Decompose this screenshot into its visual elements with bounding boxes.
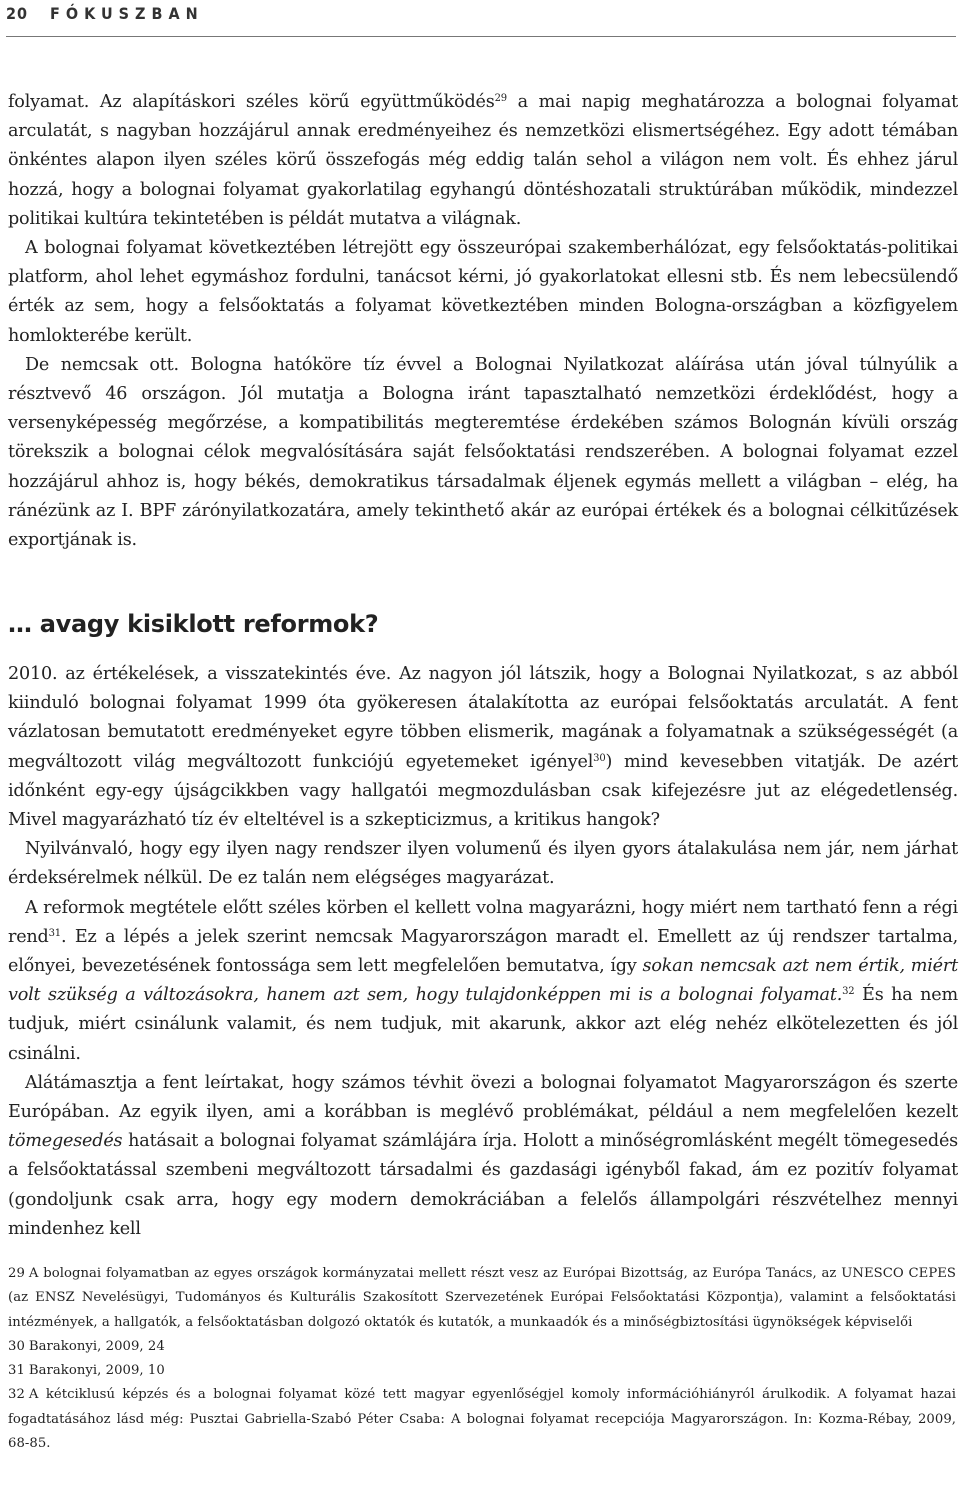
footnotes	[8, 1262, 956, 1456]
section-heading: … avagy kisiklott reformok?	[8, 610, 379, 638]
body-text-top	[8, 88, 958, 555]
footnote	[8, 1359, 956, 1383]
paragraph	[8, 88, 958, 234]
text-run: hatásait a bolognai folyamat számlájára írja. Holott a minőségromlásként megélt tömegesedés a felsőoktatással szembeni megváltozott társadalmi és gazdasági igényből fakad, ám ez pozitív folyamat (gondoljunk csak arra, hogy egy modern demokráciában a felelős állampolgári részvételhez mennyi mindenhez kell	[8, 1131, 958, 1239]
footnote	[8, 1383, 956, 1456]
text-run: A reformok megtétele előtt széles körben el kellett volna magyarázni, hogy miért nem tartható fenn a régi rend	[8, 897, 958, 947]
text-run: folyamat. Az alapításkori széles körű együttműködés	[8, 92, 495, 112]
text-run: 2010. az értékelések, a visszatekintés éve. Az nagyon jól látszik, hogy a Bolognai Nyilatkozat, s az abból kiinduló bolognai folyamat 1999 óta gyökeresen átalakította az európai felsőoktatás arculatát. A fent vázlatosan bemutatott eredményeket egyre többen elismerik, magának a folyamatnak a szükségességét (a megváltozott világ megváltozott funkciójú egyetemeket igényel	[8, 664, 958, 772]
footnote	[8, 1262, 956, 1335]
italic-quote: sokan nemcsak azt nem értik, miért volt szükség a változásokra, hanem azt sem, hogy tulajdonképpen mi is a bolognai folyamat.	[8, 956, 958, 1006]
paragraph: Nyilvánvaló, hogy egy ilyen nagy rendszer ilyen volumenű és ilyen gyors átalakulása nem jár, nem járhat érdeksérelmek nélkül. De ez talán nem elégséges magyarázat.	[8, 839, 958, 889]
footnote-ref: 30	[593, 752, 606, 764]
header-rule	[6, 36, 956, 37]
footnote-ref: 29	[494, 93, 507, 104]
footnote-number: 32	[8, 1387, 25, 1403]
footnote-ref: 31	[48, 927, 61, 939]
text-run: a mai napig meghatározza a bolognai folyamat arculatát, s nagyban hozzájárul annak eredményeihez és nemzetközi elismertségéhez. Egy adott témában önkéntes alapon ilyen széles körű összefogás még eddig talán sehol a világon nem volt. És ehhez járul hozzá, hogy a bolognai folyamat gyakorlatilag egyhangú döntéshozatali struktúrában működik, mindezzel politikai kultúra tekintetében is példát mutatva a világnak.	[8, 92, 959, 229]
paragraph	[8, 894, 958, 1069]
footnote-number: 29	[8, 1266, 25, 1281]
text-run: Alátámasztja a fent leírtakat, hogy számos tévhit övezi a bolognai folyamatot Magyarországon és szerte Európában. Az egyik ilyen, ami a korábban is meglévő problémákat, például a nem megfelelően kezelt	[8, 1072, 958, 1123]
text-run: És ha nem tudjuk, miért csinálunk valamit, és nem tudjuk, mit akarunk, akkor azt elég nehéz elkötelezetten és jól csinálni.	[8, 985, 958, 1064]
footnote-text: Barakonyi, 2009, 24	[28, 1338, 165, 1354]
footnote-number: 30	[8, 1338, 25, 1354]
footnote-text: Barakonyi, 2009, 10	[28, 1363, 165, 1379]
paragraph	[8, 1069, 958, 1244]
paragraph: A bolognai folyamat következtében létrejött egy összeurópai szakemberhálózat, egy felsőoktatás-politikai platform, ahol lehet egymáshoz fordulni, tanácsot kérni, jó gyakorlatokat ellesni stb. És nem lebecsülendő érték az sem, hogy a felsőoktatás a folyamat következtében minden Bologna-országban a közfigyelem homlokterébe került.	[8, 238, 958, 346]
paragraph: De nemcsak ott. Bologna hatóköre tíz évvel a Bolognai Nyilatkozat aláírása után jóval túlnyúlik a résztvevő 46 országon. Jól mutatja a Bologna iránt tapasztalható nemzetközi érdeklődést, hogy a versenyképesség megőrzése, a kompatibilitás megteremtése érdekében számos Bolognán kívüli ország törekszik a bolognai célok megvalósítására saját felsőoktatási rendszerében. A bolognai folyamat ezzel hozzájárul ahhoz is, hogy békés, demokratikus társadalmak éljenek egymás mellett a világban – elég, ha ránézünk az I. BPF zárónyilatkozatára, amely tekinthető akár az európai értékek és a bolognai célkitűzések exportjának is.	[8, 354, 958, 551]
footnote-number: 31	[8, 1363, 25, 1379]
text-run: ) mind kevesebben vitatják. De azért időnként egy-egy újságcikkben vagy hallgatói megmozdulásban csak kifejezésre jut az elégedetlenség. Mivel magyarázható tíz év elteltével is a szkepticizmus, a kritikus hangok?	[8, 751, 958, 831]
italic-term: tömegesedés	[8, 1131, 123, 1152]
page-number: 20	[6, 4, 29, 23]
section-title: FÓKUSZBAN	[50, 4, 204, 23]
footnote	[8, 1335, 956, 1359]
running-header	[6, 4, 204, 24]
paragraph	[8, 660, 958, 835]
footnote-text: A kétciklusú képzés és a bolognai folyamat közé tett magyar egyenlőségjel komoly információhiányról árulkodik. A folyamat hazai fogadtatásához lásd még: Pusztai Gabriella-Szabó Péter Csaba: A bolognai folyamat recepciója Magyarországon. In: Kozma-Rébay, 2009, 68-85.	[8, 1387, 956, 1452]
footnote-ref: 32	[842, 986, 855, 998]
body-text-bottom	[8, 660, 958, 1244]
text-run: . Ez a lépés a jelek szerint nemcsak Magyarországon maradt el. Emellett az új rendszer tartalma, előnyei, bevezetésének fontossága sem lett megfelelően bemutatva, így	[8, 926, 958, 977]
footnote-text: A bolognai folyamatban az egyes országok kormányzatai mellett részt vesz az Európai Bizottság, az Európa Tanács, az UNESCO CEPES (az ENSZ Nevelésügyi, Tudományos és Kulturális Szakosított Szervezetének Európai Felsőoktatási Központja), valamint a felsőoktatási intézmények, a hallgatók, a felsőoktatásban dolgozó oktatók és kutatók, a munkaadók és a minőségbiztosítási ügynökségek képviselői	[8, 1266, 956, 1330]
